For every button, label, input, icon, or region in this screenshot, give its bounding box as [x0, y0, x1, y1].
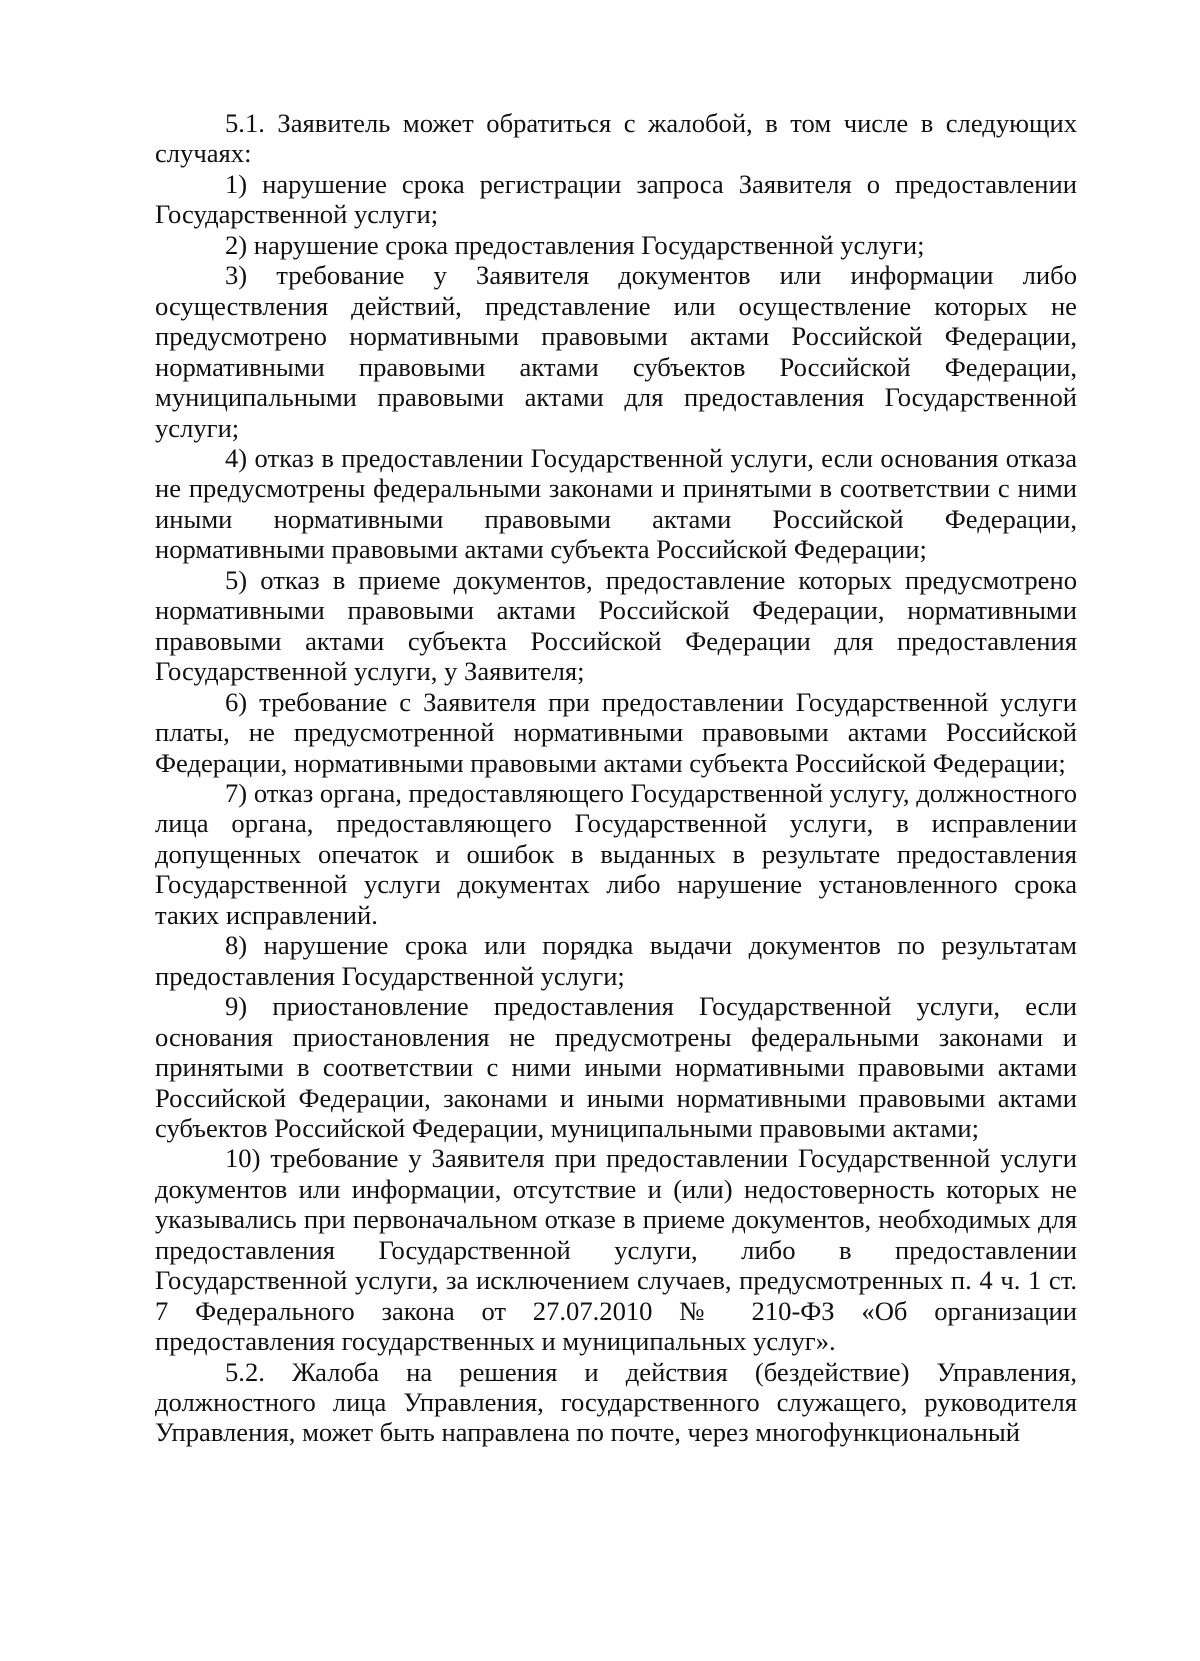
list-item-7: 7) отказ органа, предоставляющего Государственной услугу, должностного лица органа, предоставляющего Государственной услуги, в исправлении допущенных опечаток и ошибок в выданных в результате предоставления Государственной услуги документах либо нарушение установленного срока таких исправлений.: [155, 777, 1077, 930]
list-item-8: 8) нарушение срока или порядка выдачи документов по результатам предоставления Государственной услуги;: [155, 930, 1077, 991]
list-item-2: 2) нарушение срока предоставления Государственной услуги;: [225, 229, 925, 260]
list-item-10: 10) требование у Заявителя при предоставлении Государственной услуги документов или информации, отсутствие и (или) недостоверность которых не указывались при первоначальном отказе в приеме документов, необходимых для предоставления Государственной услуги, либо в предоставлении Государственной услуги, за исключением случаев, предусмотренных п. 4 ч. 1 ст. 7 Федерального закона от 27.07.2010 № 210-ФЗ «Об организации предоставления государственных и муниципальных услуг».: [155, 1143, 1077, 1357]
list-item-6: 6) требование с Заявителя при предоставлении Государственной услуги платы, не предусмотренной нормативными правовыми актами Российской Федерации, нормативными правовыми актами субъекта Российской Федерации;: [155, 686, 1077, 778]
list-item-5: 5) отказ в приеме документов, предоставление которых предусмотрено нормативными правовыми актами Российской Федерации, нормативными правовыми актами субъекта Российской Федерации для предоставления Государственной услуги, у Заявителя;: [155, 564, 1077, 687]
list-item-1: 1) нарушение срока регистрации запроса Заявителя о предоставлении Государственной услуги;: [155, 168, 1077, 230]
paragraph-5-2: 5.2. Жалоба на решения и действия (бездействие) Управления, должностного лица Управления, государственного служащего, руководителя Управления, может быть направлена по почте, через многофункциональный: [155, 1356, 1077, 1448]
paragraph-5-1: 5.1. Заявитель может обратиться с жалобой, в том числе в следующих случаях:: [155, 108, 1077, 169]
list-item-9: 9) приостановление предоставления Государственной услуги, если основания приостановления не предусмотрены федеральными законами и принятыми в соответствии с ними иными нормативными правовыми актами Российской Федерации, законами и иными нормативными правовыми актами субъектов Российской Федерации, муниципальными правовыми актами;: [155, 991, 1077, 1143]
list-item-4: 4) отказ в предоставлении Государственной услуги, если основания отказа не предусмотрены федеральными законами и принятыми в соответствии с ними иными нормативными правовыми актами Российской Федерации, нормативными правовыми актами субъекта Российской Федерации;: [155, 442, 1077, 565]
document-body: [155, 108, 1077, 1448]
list-item-3: 3) требование у Заявителя документов или информации либо осуществления действий, представление или осуществление которых не предусмотрено нормативными правовыми актами Российской Федерации, нормативными правовыми актами субъектов Российской Федерации, муниципальными правовыми актами для предоставления Государственной услуги;: [155, 260, 1077, 443]
